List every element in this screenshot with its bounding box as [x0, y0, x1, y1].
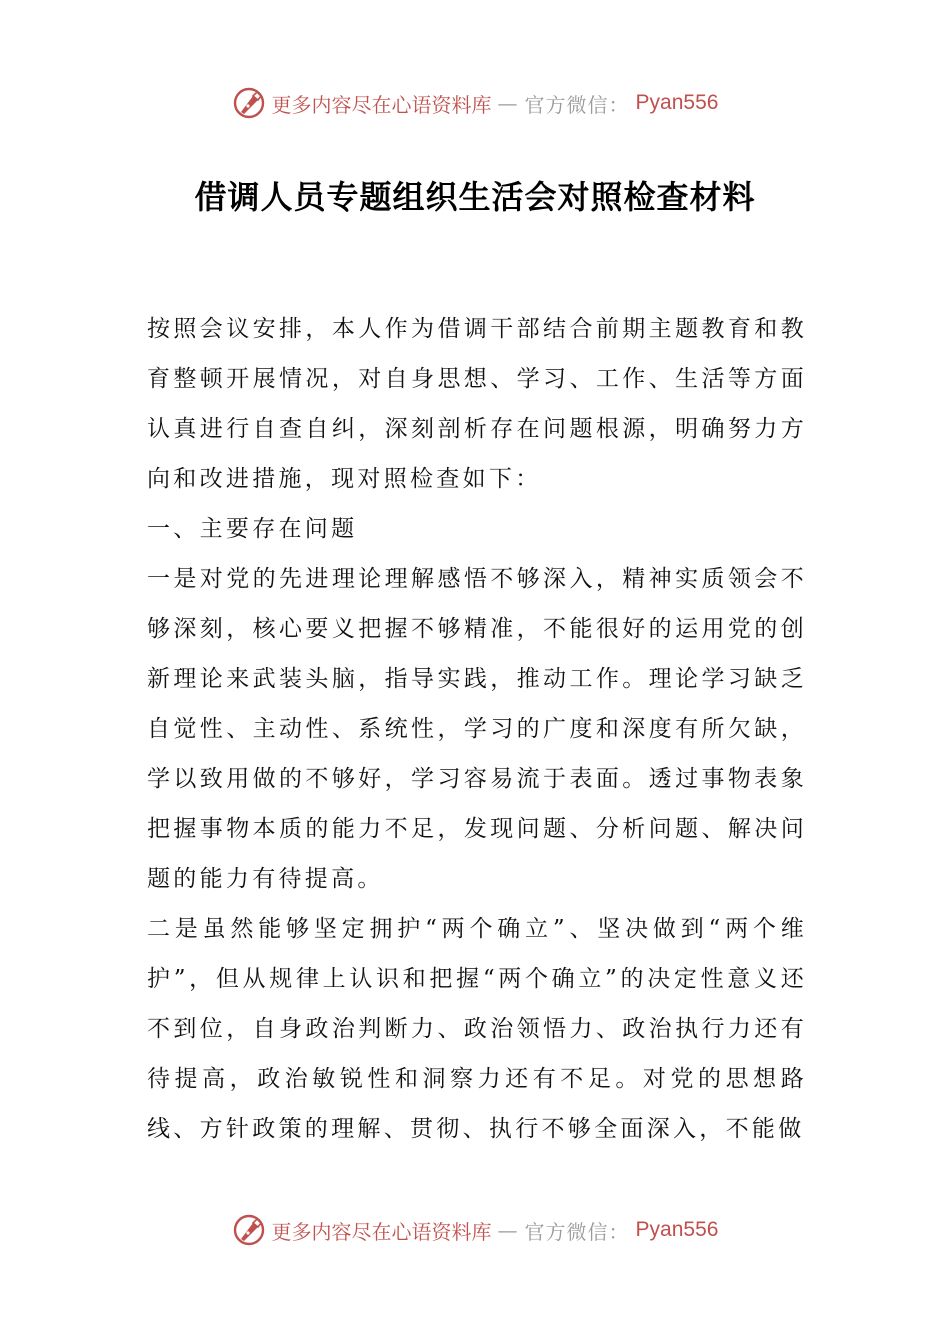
banner-main-text: 更多内容尽在心语资料库	[271, 92, 492, 117]
document-title: 借调人员专题组织生活会对照检查材料	[194, 178, 756, 216]
paragraph-issue-two: 二是虽然能够坚定拥护“两个确立”、坚决做到“两个维护”，但从规律上认识和把握“两个确立”的决定性意义还不到位，自身政治判断力、政治领悟力、政治执行力还有待提高，政治敏锐性和洞察力还有不足。对党的思想路线、方针政策的理解、贯彻、执行不够全面深入，不能做	[147, 916, 807, 1142]
paragraph-intro: 按照会议安排，本人作为借调干部结合前期主题教育和教育整顿开展情况，对自身思想、学习、工作、生活等方面认真进行自查自纠，深刻剖析存在问题根源，明确努力方向和改进措施，现对照检查如下：	[147, 316, 807, 492]
pen-nib-logo-icon	[232, 1213, 266, 1247]
footer-banner	[0, 1210, 950, 1250]
banner-wechat-label: 官方微信：	[524, 1219, 630, 1244]
header-banner	[0, 83, 950, 123]
document-body	[147, 304, 807, 1154]
banner-separator: —	[497, 91, 519, 115]
banner-main-text: 更多内容尽在心语资料库	[271, 1219, 492, 1244]
section-heading: 一、主要存在问题	[147, 516, 358, 542]
pen-nib-logo-icon	[232, 86, 266, 120]
banner-wechat-id: Pyan556	[635, 1218, 719, 1241]
banner-wechat-label: 官方微信：	[524, 92, 630, 117]
banner-separator: —	[497, 1218, 519, 1242]
banner-wechat-id: Pyan556	[635, 91, 719, 114]
paragraph-issue-one: 一是对党的先进理论理解感悟不够深入，精神实质领会不够深刻，核心要义把握不够精准，不能很好的运用党的创新理论来武装头脑，指导实践，推动工作。理论学习缺乏自觉性、主动性、系统性，学习的广度和深度有所欠缺，学以致用做的不够好，学习容易流于表面。透过事物表象把握事物本质的能力不足，发现问题、分析问题、解决问题的能力有待提高。	[147, 566, 807, 892]
